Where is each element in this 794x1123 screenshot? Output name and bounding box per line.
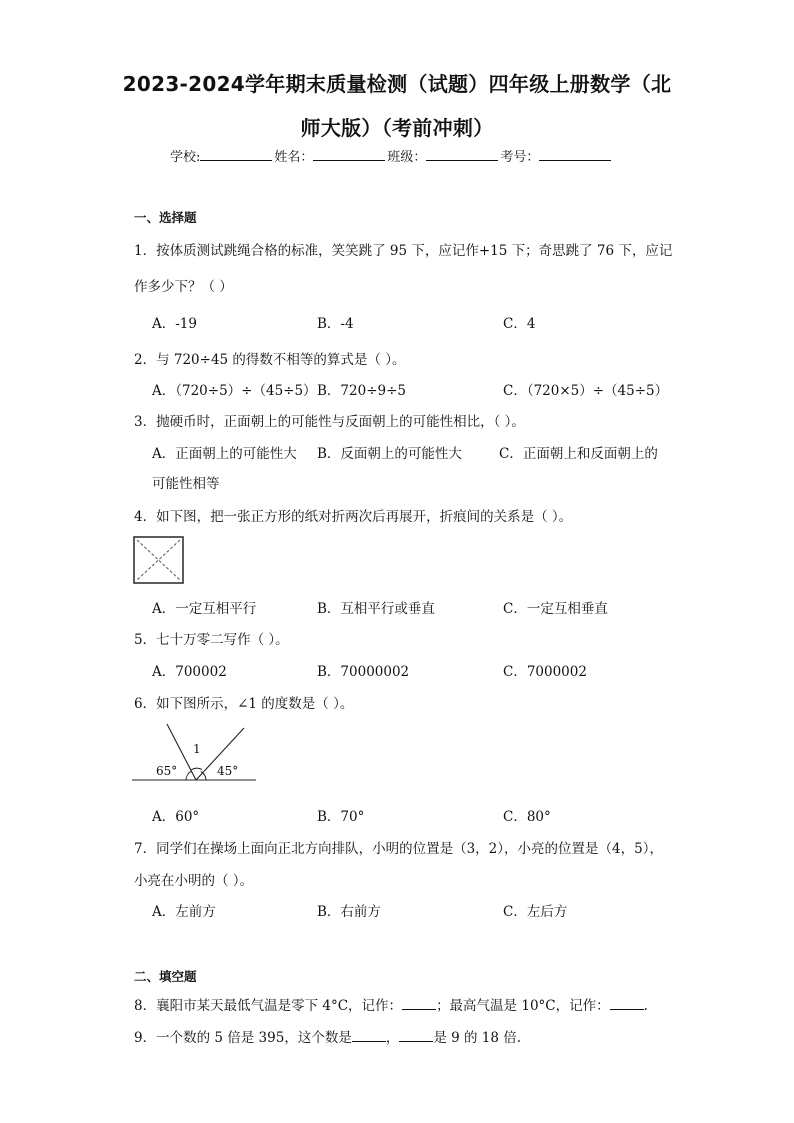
question-4-option-b: B．互相平行或垂直 xyxy=(317,601,435,617)
angle-45-label: 45° xyxy=(217,764,239,778)
question-3-option-c: C．正面朝上和反面朝上的 xyxy=(499,446,658,462)
question-8-part3: . xyxy=(643,998,648,1014)
section-title-choice: 一、选择题 xyxy=(134,210,197,225)
question-8-part1: 8．襄阳市某天最低气温是零下 4°C，记作： xyxy=(134,998,403,1014)
number-label: 考号： xyxy=(500,150,540,165)
question-5-option-b: B．70000002 xyxy=(317,664,410,680)
question-1-option-b: B．-4 xyxy=(317,316,354,332)
angle-1-label: 1 xyxy=(193,742,201,756)
question-7-option-a: A．左前方 xyxy=(152,904,216,920)
left-angle-arc xyxy=(186,771,192,780)
angle-figure xyxy=(130,722,260,784)
question-9-part3: 是 9 的 18 倍. xyxy=(433,1030,522,1046)
middle-angle-arc xyxy=(191,768,202,770)
school-label: 学校: xyxy=(170,150,201,165)
question-1-option-a: A．-19 xyxy=(152,316,197,332)
question-8-text xyxy=(134,994,648,1014)
question-9-text xyxy=(134,1026,521,1046)
question-5-option-a: A．700002 xyxy=(152,664,227,680)
question-3-option-b: B．反面朝上的可能性大 xyxy=(317,446,462,462)
class-label: 班级： xyxy=(387,150,427,165)
crease-line-2 xyxy=(137,540,180,580)
question-2-text: 2．与 720÷45 的得数不相等的算式是（ ）。 xyxy=(134,352,406,368)
question-7-option-b: B．右前方 xyxy=(317,904,381,920)
question-8-part2: ；最高气温是 10°C，记作： xyxy=(436,998,610,1014)
name-label: 姓名： xyxy=(274,150,314,165)
angle-65-label: 65° xyxy=(156,764,178,778)
question-8-blank-1[interactable] xyxy=(402,997,436,1010)
page-title-line1: 2023-2024学年期末质量检测（试题）四年级上册数学（北 xyxy=(122,72,672,96)
question-4-option-c: C．一定互相垂直 xyxy=(503,601,608,617)
question-1-text-cont: 作多少下？（ ） xyxy=(134,279,233,295)
question-3-option-a: A．正面朝上的可能性大 xyxy=(152,446,297,462)
question-7-text-cont: 小亮在小明的（ ）。 xyxy=(134,873,254,889)
question-2-option-b: B．720÷9÷5 xyxy=(317,383,406,399)
question-6-option-a: A．60° xyxy=(152,809,200,825)
question-4-option-a: A．一定互相平行 xyxy=(152,601,257,617)
question-2-option-a: A．（720÷5）÷（45÷5） xyxy=(152,383,317,399)
section-title-fill: 二、填空题 xyxy=(134,969,197,984)
question-5-option-c: C．7000002 xyxy=(503,664,587,680)
question-9-blank-2[interactable] xyxy=(399,1029,433,1042)
question-9-part1: 9．一个数的 5 倍是 395，这个数是 xyxy=(134,1030,352,1046)
class-blank xyxy=(426,148,498,161)
question-9-part2: ， xyxy=(385,1030,400,1046)
question-8-blank-2[interactable] xyxy=(610,997,644,1010)
question-2-option-c: C．（720×5）÷（45÷5） xyxy=(503,383,669,399)
question-1-text: 1．按体质测试跳绳合格的标准，笑笑跳了 95 下，应记作+15 下；奇思跳了 76 下，应记 xyxy=(134,243,673,259)
question-3-text: 3．抛硬币时，正面朝上的可能性与反面朝上的可能性相比，（ ）。 xyxy=(134,414,525,430)
question-6-option-c: C．80° xyxy=(503,809,551,825)
question-3-option-c-cont: 可能性相等 xyxy=(152,476,220,492)
question-6-text: 6．如下图所示，∠1 的度数是（ ）。 xyxy=(134,696,354,712)
page-title-line2: 师大版）（考前冲刺） xyxy=(300,116,494,140)
question-7-option-c: C．左后方 xyxy=(503,904,568,920)
number-blank xyxy=(539,148,611,161)
question-4-text: 4．如下图，把一张正方形的纸对折两次后再展开，折痕间的关系是（ ）。 xyxy=(134,509,573,525)
name-blank xyxy=(313,148,385,161)
school-blank xyxy=(200,148,272,161)
question-9-blank-1[interactable] xyxy=(352,1029,386,1042)
folded-square-figure xyxy=(133,536,185,586)
question-1-option-c: C．4 xyxy=(503,316,536,332)
student-info-line xyxy=(170,146,613,165)
crease-line-1 xyxy=(137,540,180,580)
question-7-text: 7．同学们在操场上面向正北方向排队，小明的位置是（3，2），小亮的位置是（4，5）， xyxy=(134,841,663,857)
right-angle-arc xyxy=(201,772,206,781)
question-6-option-b: B．70° xyxy=(317,809,365,825)
question-5-text: 5．七十万零二写作（ ）。 xyxy=(134,632,289,648)
